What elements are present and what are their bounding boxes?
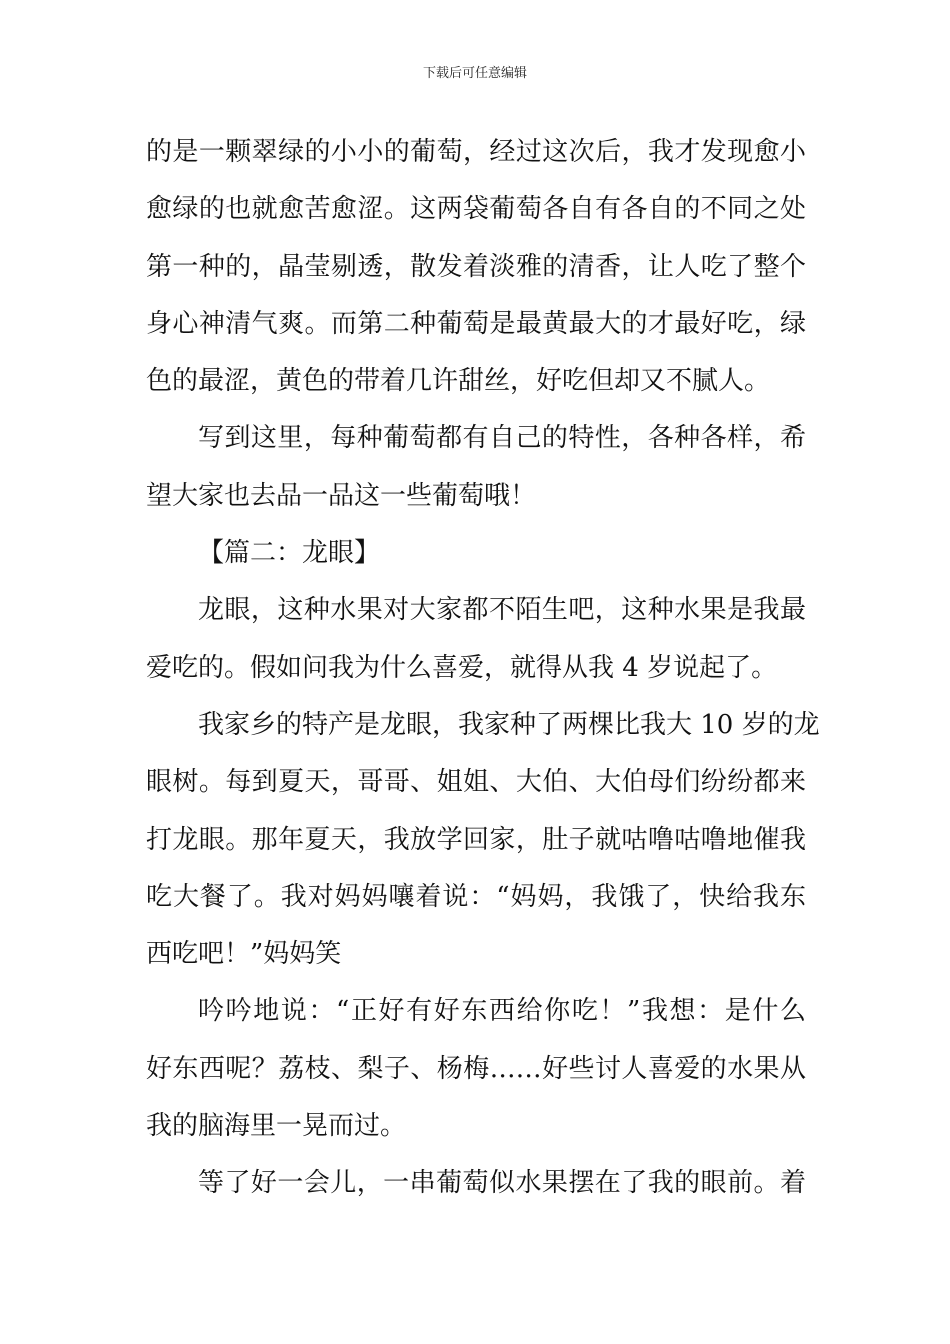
text-line: 西吃吧！”妈妈笑 — [146, 939, 342, 970]
text-line: 我的脑海里一晃而过。 — [146, 1111, 407, 1142]
text-line: 吃大餐了。我对妈妈嚷着说：“妈妈，我饿了，快给我东 — [146, 881, 806, 912]
text-line: 眼树。每到夏天，哥哥、姐姐、大伯、大伯母们纷纷都来 — [146, 767, 806, 798]
text-line: 的是一颗翠绿的小小的葡萄，经过这次后，我才发现愈小 — [146, 137, 806, 167]
text-line: 好东西呢？荔枝、梨子、杨梅……好些讨人喜爱的水果从 — [146, 1053, 806, 1084]
text-line: 吟吟地说：“正好有好东西给你吃！”我想：是什么 — [198, 996, 806, 1027]
page-header: 下载后可任意编辑 — [422, 66, 527, 81]
text-line: 龙眼，这种水果对大家都不陌生吧，这种水果是我最 — [198, 595, 806, 626]
text-line: 【篇二：龙眼】 — [198, 538, 381, 569]
text-line: 打龙眼。那年夏天，我放学回家，肚子就咕噜咕噜地催我 — [146, 824, 806, 855]
text-line: 写到这里，每种葡萄都有自己的特性，各种各样，希 — [198, 423, 806, 454]
text-line: 爱吃的。假如问我为什么喜爱，就得从我 4 岁说起了。 — [146, 652, 778, 683]
text-line: 愈绿的也就愈苦愈涩。这两袋葡萄各自有各自的不同之处 — [146, 194, 806, 225]
text-line: 我家乡的特产是龙眼，我家种了两棵比我大 10 岁的龙 — [198, 709, 820, 740]
text-line: 等了好一会儿，一串葡萄似水果摆在了我的眼前。着 — [198, 1168, 806, 1199]
document-body — [146, 124, 820, 1213]
text-line: 色的最涩，黄色的带着几许甜丝，好吃但却又不腻人。 — [146, 366, 771, 397]
text-line: 第一种的，晶莹剔透，散发着淡雅的清香，让人吃了整个 — [146, 251, 806, 282]
text-line: 望大家也去品一品这一些葡萄哦！ — [146, 480, 537, 511]
text-line: 身心神清气爽。而第二种葡萄是最黄最大的才最好吃，绿 — [146, 308, 806, 339]
